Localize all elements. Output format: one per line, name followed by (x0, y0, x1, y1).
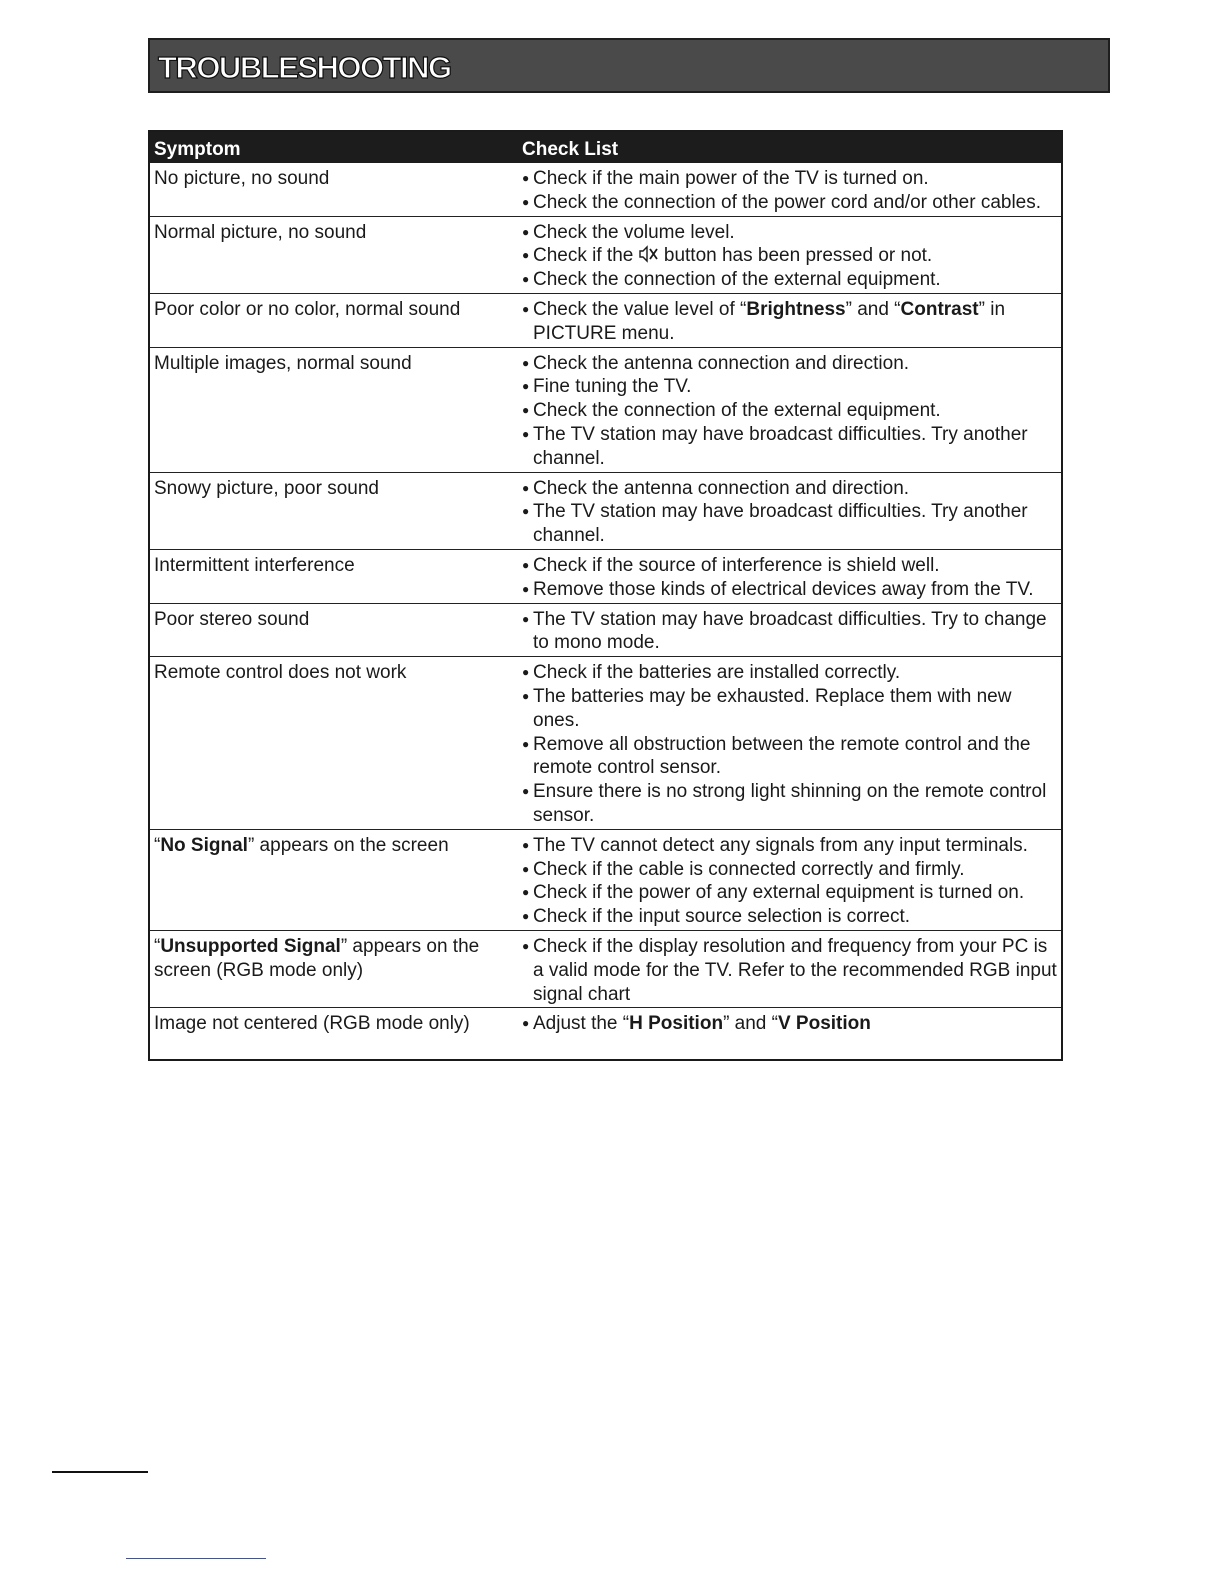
symptom-cell: “Unsupported Signal” appears on the screen (RGB mode only) (154, 935, 480, 981)
bullet-icon: ● (522, 426, 530, 441)
table-row (150, 829, 1061, 930)
check-item-text: The batteries may be exhausted. Replace them with new ones. (533, 685, 1012, 731)
table-row (150, 549, 1061, 603)
check-item-text: Check if the source of interference is shield well. (533, 554, 940, 576)
bullet-icon: ● (522, 1016, 530, 1031)
check-item-text: Check if the display resolution and frequency from your PC is a valid mode for the TV. Refer to the recommended RGB input signal chart (533, 935, 1057, 1005)
check-item-text: The TV station may have broadcast difficulties. Try to change to mono mode. (533, 608, 1047, 654)
table-row (150, 656, 1061, 829)
bullet-icon: ● (522, 403, 530, 418)
check-item-text: Check the connection of the external equipment. (533, 400, 941, 422)
table-row (150, 163, 1061, 216)
check-item (522, 191, 1061, 215)
emphasis-text: Unsupported Signal (160, 935, 341, 957)
check-item (522, 500, 1061, 548)
check-item (522, 375, 1061, 399)
check-item-text: Check the antenna connection and direction. (533, 477, 910, 499)
mute-icon (639, 245, 659, 263)
table-row (150, 930, 1061, 1007)
table-header (150, 132, 1061, 163)
symptom-cell: Poor stereo sound (154, 608, 310, 630)
check-item-text: Check if the main power of the TV is turned on. (533, 168, 929, 189)
bullet-icon: ● (522, 224, 530, 239)
table-row (150, 216, 1061, 293)
check-item (522, 661, 1061, 685)
check-list-cell (518, 608, 1061, 656)
bullet-icon: ● (522, 938, 530, 953)
bullet-icon: ● (522, 301, 530, 316)
check-list-cell (518, 935, 1061, 1006)
check-item (522, 221, 1061, 245)
check-item (522, 578, 1061, 602)
check-item-text: Fine tuning the TV. (533, 376, 692, 398)
check-item-text: Check the value level of “Brightness” and “Contrast” in PICTURE menu. (533, 298, 1006, 344)
emphasis-text: V Position (777, 1013, 871, 1035)
table-row (150, 603, 1061, 657)
check-item (522, 834, 1061, 858)
check-item (522, 423, 1061, 471)
check-item-text: Check the volume level. (533, 221, 735, 243)
bullet-icon: ● (522, 504, 530, 519)
table-row (150, 1007, 1061, 1059)
check-item (522, 608, 1061, 656)
bullet-icon: ● (522, 480, 530, 495)
troubleshooting-table (148, 130, 1063, 1061)
bullet-icon: ● (522, 557, 530, 572)
bullet-icon: ● (522, 355, 530, 370)
bullet-icon: ● (522, 736, 530, 751)
symptom-cell: Poor color or no color, normal sound (154, 298, 461, 320)
bullet-icon: ● (522, 248, 530, 263)
check-item (522, 858, 1061, 882)
table-row (150, 347, 1061, 472)
symptom-cell: Normal picture, no sound (154, 221, 367, 243)
bullet-icon: ● (522, 784, 530, 799)
bullet-icon: ● (522, 861, 530, 876)
check-list-cell (518, 1012, 1061, 1058)
emphasis-text: No Signal (160, 834, 248, 856)
bullet-icon: ● (522, 885, 530, 900)
page-title: TROUBLESHOOTING (158, 50, 451, 85)
symptom-cell: Snowy picture, poor sound (154, 477, 379, 499)
check-item (522, 935, 1061, 1006)
emphasis-text: Contrast (900, 298, 979, 320)
bullet-icon: ● (522, 379, 530, 394)
footer-link-rule (126, 1558, 266, 1559)
check-item (522, 298, 1061, 346)
bullet-icon: ● (522, 272, 530, 287)
emphasis-text: H Position (629, 1013, 724, 1035)
check-list-cell (518, 661, 1061, 828)
check-item (522, 554, 1061, 578)
check-item-text: Remove those kinds of electrical devices away from the TV. (533, 578, 1034, 600)
check-item-text: Remove all obstruction between the remote control and the remote control sensor. (533, 733, 1031, 779)
bullet-icon: ● (522, 837, 530, 852)
check-item-text: Adjust the “H Position” and “V Position (533, 1013, 871, 1035)
check-item-text: The TV station may have broadcast difficulties. Try another channel. (533, 501, 1028, 547)
check-item-text: Ensure there is no strong light shinning on the remote control sensor. (533, 781, 1047, 826)
footer-rule (52, 1471, 148, 1473)
check-list-cell (518, 352, 1061, 471)
section-banner (148, 38, 1110, 93)
check-item (522, 685, 1061, 733)
bullet-icon: ● (522, 611, 530, 626)
check-list-cell (518, 554, 1061, 602)
emphasis-text: Brightness (746, 298, 846, 320)
header-check-list: Check List (522, 139, 619, 160)
bullet-icon: ● (522, 171, 530, 185)
check-item (522, 352, 1061, 376)
check-item (522, 244, 1061, 268)
check-list-cell (518, 221, 1061, 292)
symptom-cell: No picture, no sound (154, 168, 330, 189)
check-item-text: Check if the batteries are installed correctly. (533, 662, 901, 684)
bullet-icon: ● (522, 688, 530, 703)
check-list-cell (518, 834, 1061, 929)
check-list-cell (518, 477, 1061, 548)
check-item-text: Check the connection of the power cord and/or other cables. (533, 191, 1042, 213)
check-list-cell (518, 167, 1061, 215)
check-item-text: Check if the button has been pressed or not. (533, 245, 933, 267)
check-item (522, 780, 1061, 828)
check-list-cell (518, 298, 1061, 346)
bullet-icon: ● (522, 909, 530, 924)
check-item-text: The TV cannot detect any signals from any input terminals. (533, 834, 1028, 856)
symptom-cell: Image not centered (RGB mode only) (154, 1013, 470, 1035)
check-item-text: Check the connection of the external equipment. (533, 269, 941, 291)
symptom-cell: “No Signal” appears on the screen (154, 834, 449, 856)
check-item (522, 477, 1061, 501)
table-row (150, 472, 1061, 549)
check-item (522, 733, 1061, 781)
symptom-cell: Multiple images, normal sound (154, 352, 412, 374)
check-item (522, 399, 1061, 423)
bullet-icon: ● (522, 194, 530, 209)
table-row (150, 293, 1061, 347)
check-item (522, 1012, 1061, 1036)
header-symptom: Symptom (154, 139, 241, 160)
check-item (522, 905, 1061, 929)
table-body (150, 163, 1061, 1059)
check-item-text: Check if the power of any external equipment is turned on. (533, 882, 1025, 904)
check-item (522, 167, 1061, 191)
check-item-text: Check the antenna connection and direction. (533, 352, 910, 374)
check-item-text: Check if the cable is connected correctly and firmly. (533, 858, 965, 880)
check-item (522, 881, 1061, 905)
bullet-icon: ● (522, 581, 530, 596)
check-item-text: The TV station may have broadcast difficulties. Try another channel. (533, 423, 1028, 469)
check-item (522, 268, 1061, 292)
symptom-cell: Intermittent interference (154, 554, 355, 576)
symptom-cell: Remote control does not work (154, 662, 407, 684)
check-item-text: Check if the input source selection is correct. (533, 906, 911, 928)
bullet-icon: ● (522, 665, 530, 680)
